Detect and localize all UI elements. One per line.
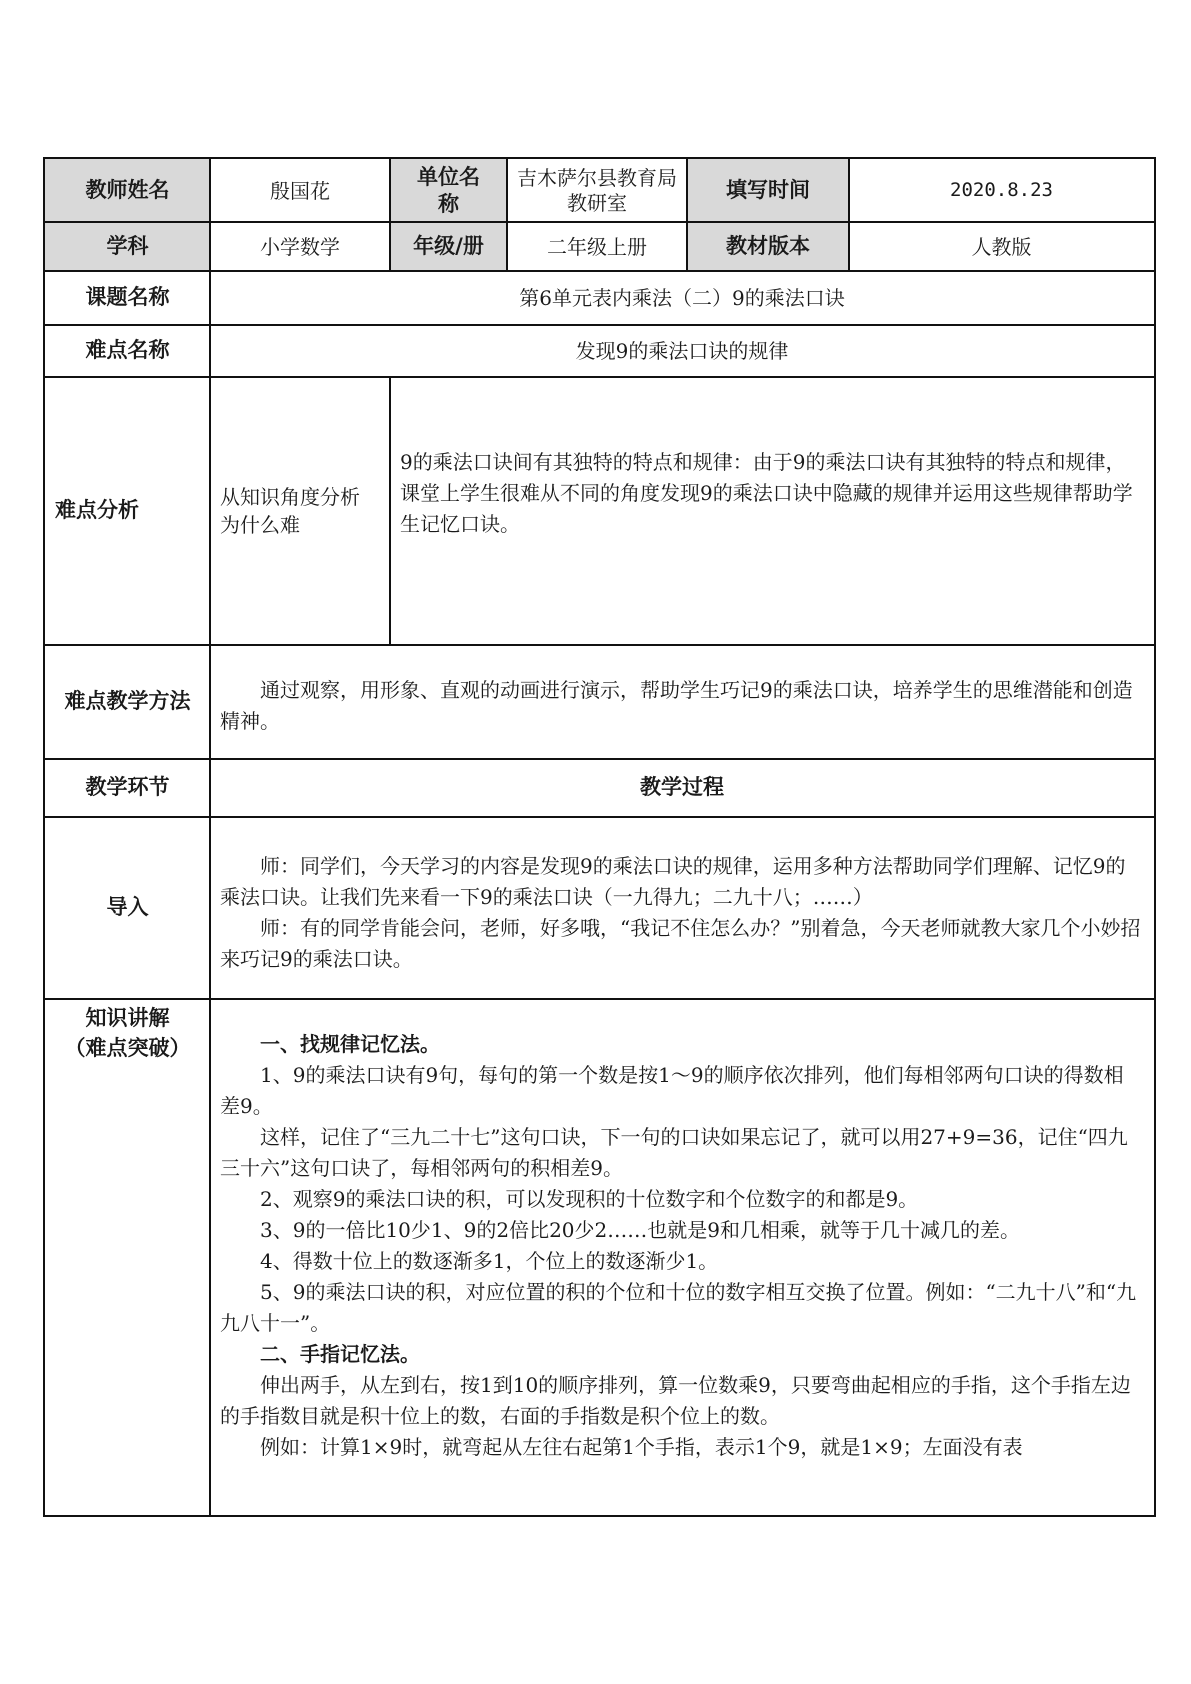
- date-label-cell: [687, 159, 849, 222]
- knowledge-text-cell: [210, 999, 1154, 1517]
- knowledge-paragraph-7: 伸出两手，从左到右，按1到10的顺序排列，算一位数乘9，只要弯曲起相应的手指，这个手指左边的手指数目就是积十位上的数，右面的手指数是积个位上的数。: [220, 1373, 1131, 1428]
- rule: [848, 159, 850, 271]
- edition-label: 教材版本: [726, 233, 810, 258]
- date-value-cell: [849, 159, 1154, 222]
- date-label: 填写时间: [726, 177, 810, 202]
- difficulty-value-cell: [210, 325, 1154, 377]
- method-label-cell: [45, 645, 210, 759]
- analysis-text: 9的乘法口诀间有其独特的特点和规律：由于9的乘法口诀有其独特的特点和规律，课堂上学生很难从不同的角度发现9的乘法口诀中隐藏的规律并运用这些规律帮助学生记忆口诀。: [400, 450, 1133, 536]
- analysis-sublabel-cell: [210, 377, 390, 645]
- knowledge-paragraph-8: 例如：计算1×9时，就弯起从左往右起第1个手指，表示1个9，就是1×9；左面没有表: [260, 1435, 1023, 1459]
- knowledge-paragraph-4: 3、9的一倍比10少1、9的2倍比20少2……也就是9和几相乘，就等于几十减几的差。: [260, 1218, 1020, 1242]
- process-label: 教学过程: [640, 775, 724, 800]
- intro-text-cell: [210, 817, 1154, 999]
- intro-paragraph-1: 师：同学们，今天学习的内容是发现9的乘法口诀的规律，运用多种方法帮助同学们理解、记忆9的乘法口诀。让我们先来看一下9的乘法口诀（一九得九；二九十八；……）: [220, 854, 1126, 909]
- rule: [45, 376, 1154, 378]
- edition-value-cell: [849, 222, 1154, 271]
- stage-label: 教学环节: [85, 775, 170, 800]
- rule: [45, 221, 1154, 223]
- subject-value: 小学数学: [260, 234, 340, 259]
- unit-name-line2: 教研室: [567, 190, 627, 215]
- knowledge-paragraph-2: 这样，记住了“三九二十七”这句口诀，下一句的口诀如果忘记了，就可以用27+9=36，记住“四九三十六”这句口诀了，每相邻两句的积相差9。: [220, 1125, 1128, 1180]
- topic-label: 课题名称: [85, 285, 170, 310]
- difficulty-label-cell: [45, 325, 210, 377]
- unit-name-line1: 吉木萨尔县教育局: [517, 165, 677, 190]
- difficulty-value: 发现9的乘法口诀的规律: [575, 339, 789, 363]
- rule: [45, 324, 1154, 326]
- knowledge-paragraph-6: 5、9的乘法口诀的积，对应位置的积的个位和十位的数字相互交换了位置。例如：“二九十八”和“九九八十一”。: [220, 1280, 1137, 1335]
- rule: [45, 998, 1154, 1000]
- analysis-label: 难点分析: [55, 498, 139, 523]
- intro-paragraph-2: 师：有的同学肯能会问，老师，好多哦，“我记不住怎么办？”别着急，今天老师就教大家几个小妙招来巧记9的乘法口诀。: [220, 916, 1141, 971]
- knowledge-paragraph-1: 1、9的乘法口诀有9句，每句的第一个数是按1～9的顺序依次排列，他们每相邻两句口诀的得数相差9。: [220, 1063, 1124, 1118]
- knowledge-label-line1: 知识讲解: [85, 1006, 170, 1030]
- knowledge-paragraph-3: 2、观察9的乘法口诀的积，可以发现积的十位数字和个位数字的和都是9。: [260, 1187, 919, 1211]
- rule: [45, 758, 1154, 760]
- teacher-name: 殷国花: [270, 178, 330, 203]
- grade-value: 二年级上册: [547, 234, 647, 259]
- rule: [389, 159, 391, 271]
- subject-label: 学科: [106, 233, 149, 258]
- method-text: 通过观察，用形象、直观的动画进行演示，帮助学生巧记9的乘法口诀，培养学生的思维潜能和创造精神。: [220, 678, 1133, 733]
- unit-label-line1: 单位名: [417, 165, 480, 190]
- lesson-plan-table: [43, 157, 1156, 1517]
- rule: [209, 159, 211, 1517]
- topic-label-cell: [45, 271, 210, 325]
- analysis-text-cell: [390, 377, 1154, 645]
- method-text-cell: [210, 645, 1154, 759]
- method-heading-2: 二、手指记忆法。: [260, 1342, 420, 1366]
- difficulty-label: 难点名称: [85, 338, 170, 363]
- edition-label-cell: [687, 222, 849, 271]
- analysis-sublabel-line2: 为什么难: [220, 513, 300, 537]
- unit-label-line2: 称: [438, 191, 459, 216]
- process-label-cell: [210, 759, 1154, 817]
- method-heading-1: 一、找规律记忆法。: [260, 1032, 440, 1056]
- topic-value: 第6单元表内乘法（二）9的乘法口诀: [519, 286, 845, 310]
- subject-value-cell: [210, 222, 390, 271]
- rule: [389, 377, 391, 645]
- analysis-label-cell: [45, 377, 210, 645]
- date-value: 2020.8.23: [950, 179, 1053, 202]
- intro-label-cell: [45, 817, 210, 999]
- method-label: 难点教学方法: [64, 689, 191, 714]
- rule: [45, 816, 1154, 818]
- knowledge-paragraph-5: 4、得数十位上的数逐渐多1，个位上的数逐渐少1。: [260, 1249, 719, 1273]
- rule: [686, 159, 688, 271]
- knowledge-label-cell: [45, 999, 210, 1517]
- knowledge-label-line2: （难点突破）: [64, 1036, 191, 1061]
- grade-label-cell: [390, 222, 507, 271]
- unit-value-cell: [507, 159, 687, 222]
- teacher-label-cell: [45, 159, 210, 222]
- teacher-value-cell: [210, 159, 390, 222]
- intro-label: 导入: [106, 895, 149, 920]
- topic-value-cell: [210, 271, 1154, 325]
- subject-label-cell: [45, 222, 210, 271]
- unit-label-cell: [390, 159, 507, 222]
- stage-label-cell: [45, 759, 210, 817]
- rule: [506, 159, 508, 271]
- grade-value-cell: [507, 222, 687, 271]
- rule: [45, 644, 1154, 646]
- analysis-sublabel-line1: 从知识角度分析: [220, 485, 360, 509]
- rule: [45, 270, 1154, 272]
- grade-label: 年级/册: [413, 233, 484, 258]
- edition-value: 人教版: [971, 234, 1032, 259]
- teacher-label: 教师姓名: [85, 177, 170, 202]
